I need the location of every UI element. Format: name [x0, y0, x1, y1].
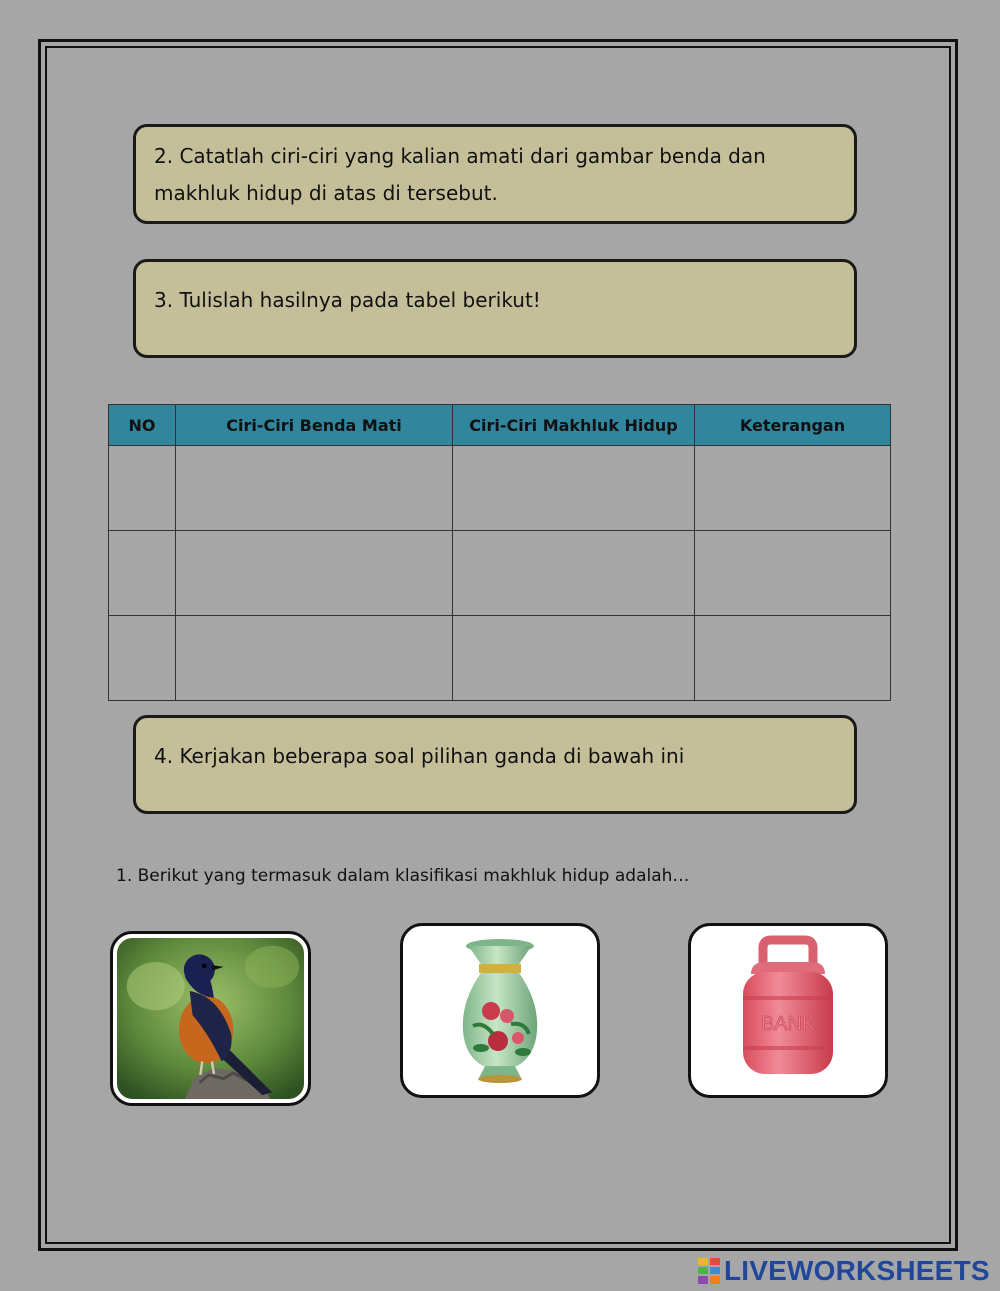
table-cell-input[interactable]: [176, 531, 453, 616]
table-cell-input[interactable]: [453, 446, 695, 531]
instruction-box-3: [133, 259, 857, 358]
vase-photo-icon: [403, 926, 597, 1095]
table-cell-input[interactable]: [176, 446, 453, 531]
table-cell-input[interactable]: [453, 531, 695, 616]
table-row: [109, 531, 891, 616]
option-vase-card[interactable]: [400, 923, 600, 1098]
jerrycan-photo-icon: [691, 926, 885, 1095]
header-makhluk-hidup: Ciri-Ciri Makhluk Hidup: [453, 405, 695, 446]
liveworksheets-brand: [698, 1256, 990, 1286]
instruction-text-4: 4. Kerjakan beberapa soal pilihan ganda di bawah ini: [154, 744, 685, 768]
liveworksheets-logo-icon: [698, 1258, 720, 1284]
header-no: NO: [109, 405, 176, 446]
instruction-text-3: 3. Tulislah hasilnya pada tabel berikut!: [154, 288, 541, 312]
table-row: [109, 446, 891, 531]
table-row: [109, 616, 891, 701]
table-header-row: [109, 405, 891, 446]
instruction-text-2: 2. Catatlah ciri-ciri yang kalian amati dari gambar benda dan makhluk hidup di atas di tersebut.: [154, 144, 766, 205]
option-jerrycan-card[interactable]: [688, 923, 888, 1098]
table-cell-input[interactable]: [109, 446, 176, 531]
instruction-box-2: [133, 124, 857, 224]
jerrycan-embossed-label: BANK: [760, 1013, 816, 1035]
table-cell-input[interactable]: [695, 531, 891, 616]
table-cell-input[interactable]: [695, 446, 891, 531]
option-bird-card[interactable]: [110, 931, 311, 1106]
instruction-box-4: [133, 715, 857, 814]
table-cell-input[interactable]: [453, 616, 695, 701]
bird-photo-icon: [117, 938, 304, 1099]
table-cell-input[interactable]: [695, 616, 891, 701]
table-cell-input[interactable]: [109, 616, 176, 701]
question-1-text: 1. Berikut yang termasuk dalam klasifikasi makhluk hidup adalah…: [116, 866, 690, 886]
table-cell-input[interactable]: [176, 616, 453, 701]
liveworksheets-brand-text: LIVEWORKSHEETS: [724, 1255, 990, 1286]
header-keterangan: Keterangan: [695, 405, 891, 446]
table-cell-input[interactable]: [109, 531, 176, 616]
header-benda-mati: Ciri-Ciri Benda Mati: [176, 405, 453, 446]
observation-table: [108, 404, 891, 701]
